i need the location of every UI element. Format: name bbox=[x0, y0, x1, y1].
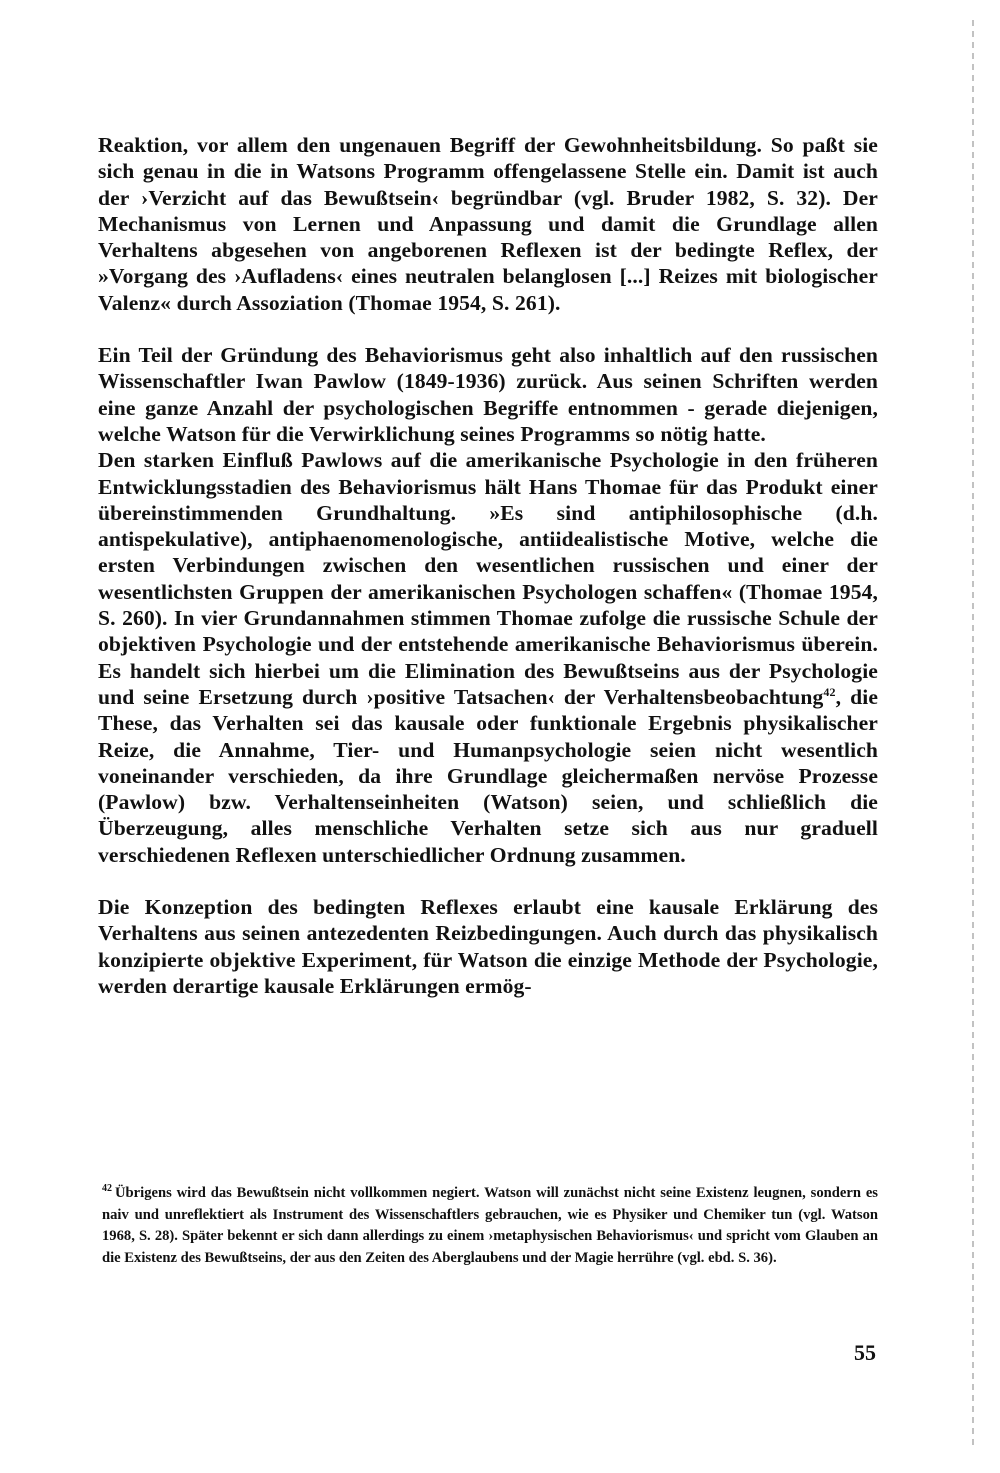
footnote-text: Übrigens wird das Bewußtsein nicht vollkommen negiert. Watson will zunächst nicht seine Existenz leugnen, sondern es naiv und unreflektiert als Instrument des Wissenschaftlers gebrauchen, wie es Physiker und Chemiker tun (vgl. Watson 1968, S. 28). Später bekennt er sich dann allerdings zu einem ›metaphysischen Behaviorismus‹ und spricht vom Glauben an die Existenz des Bewußtseins, der aus den Zeiten des Aberglaubens und der Magie herrühre (vgl. ebd. S. 36). bbox=[102, 1185, 878, 1266]
main-text bbox=[98, 132, 878, 999]
paragraph-4: Die Konzeption des bedingten Reflexes erlaubt eine kausale Erklärung des Verhaltens aus seinen antezedenten Reizbedingungen. Auch durch das physikalisch konzipierte objektive Experiment, für Watson die einzige Methode der Psychologie, werden derartige kausale Erklärungen ermög- bbox=[98, 895, 878, 998]
page-number: 55 bbox=[854, 1340, 876, 1365]
paragraph-2: Ein Teil der Gründung des Behaviorismus geht also inhaltlich auf den russischen Wissenschaftler Iwan Pawlow (1849-1936) zurück. Aus seinen Schriften werden eine ganze Anzahl der psychologischen Begriffe entnommen - gerade diejenigen, welche Watson für die Verwirklichung seines Programms so nötig hatte. bbox=[98, 343, 878, 446]
footnote bbox=[102, 1183, 878, 1269]
footnote-body bbox=[102, 1183, 878, 1269]
footnote-reference: 42 bbox=[823, 684, 836, 699]
footnote-mark: 42 bbox=[102, 1183, 112, 1195]
paragraph-3-part-1: Den starken Einfluß Pawlows auf die amerikanische Psychologie in den früheren Entwicklungsstadien des Behaviorismus hält Hans Thomae für das Produkt einer übereinstimmenden Grundhaltung. »Es sind antiphilosophische (d.h. antispekulative), antiphaenomenologische, antiidealistische Motive, welche die ersten Verbindungen zwischen den wesentlichen russischen und einer der wesentlichsten Gruppen der amerikanischen Psychologen schaffen« (Thomae 1954, S. 260). In vier Grundannahmen stimmen Thomae zufolge die russische Schule der objektiven Psychologie und der entstehende amerikanische Behaviorismus überein. Es handelt sich hierbei um die Elimination des Bewußtseins aus der Psychologie und seine Ersetzung durch ›positive Tatsachen‹ der Verhaltensbeobachtung bbox=[98, 448, 878, 709]
paragraph-1: Reaktion, vor allem den ungenauen Begriff der Gewohnheitsbildung. So paßt sie sich genau in die in Watsons Programm offengelassene Stelle ein. Damit ist auch der ›Verzicht auf das Bewußtsein‹ begründbar (vgl. Bruder 1982, S. 32). Der Mechanismus von Lernen und Anpassung und damit die Grundlage allen Verhaltens abgesehen von angeborenen Reflexen ist der bedingte Reflex, der »Vorgang des ›Aufladens‹ eines neutralen belanglosen [...] Reizes mit biologischer Valenz« durch Assoziation (Thomae 1954, S. 261). bbox=[98, 133, 878, 315]
paragraph-3-part-2: , die These, das Verhalten sei das kausale oder funktionale Ergebnis physikalischer Reize, die Annahme, Tier- und Humanpsychologie seien nicht wesentlich voneinander verschieden, da ihre Grundlage gleichermaßen nervöse Prozesse (Pawlow) bzw. Verhaltenseinheiten (Watson) seien, und schließlich die Überzeugung, alles menschliche Verhalten setze sich aus nur graduell verschiedenen Reflexen unterschiedlicher Ordnung zusammen. bbox=[98, 684, 879, 867]
scan-edge-artifact bbox=[972, 20, 974, 1450]
paragraph-3 bbox=[98, 447, 878, 868]
